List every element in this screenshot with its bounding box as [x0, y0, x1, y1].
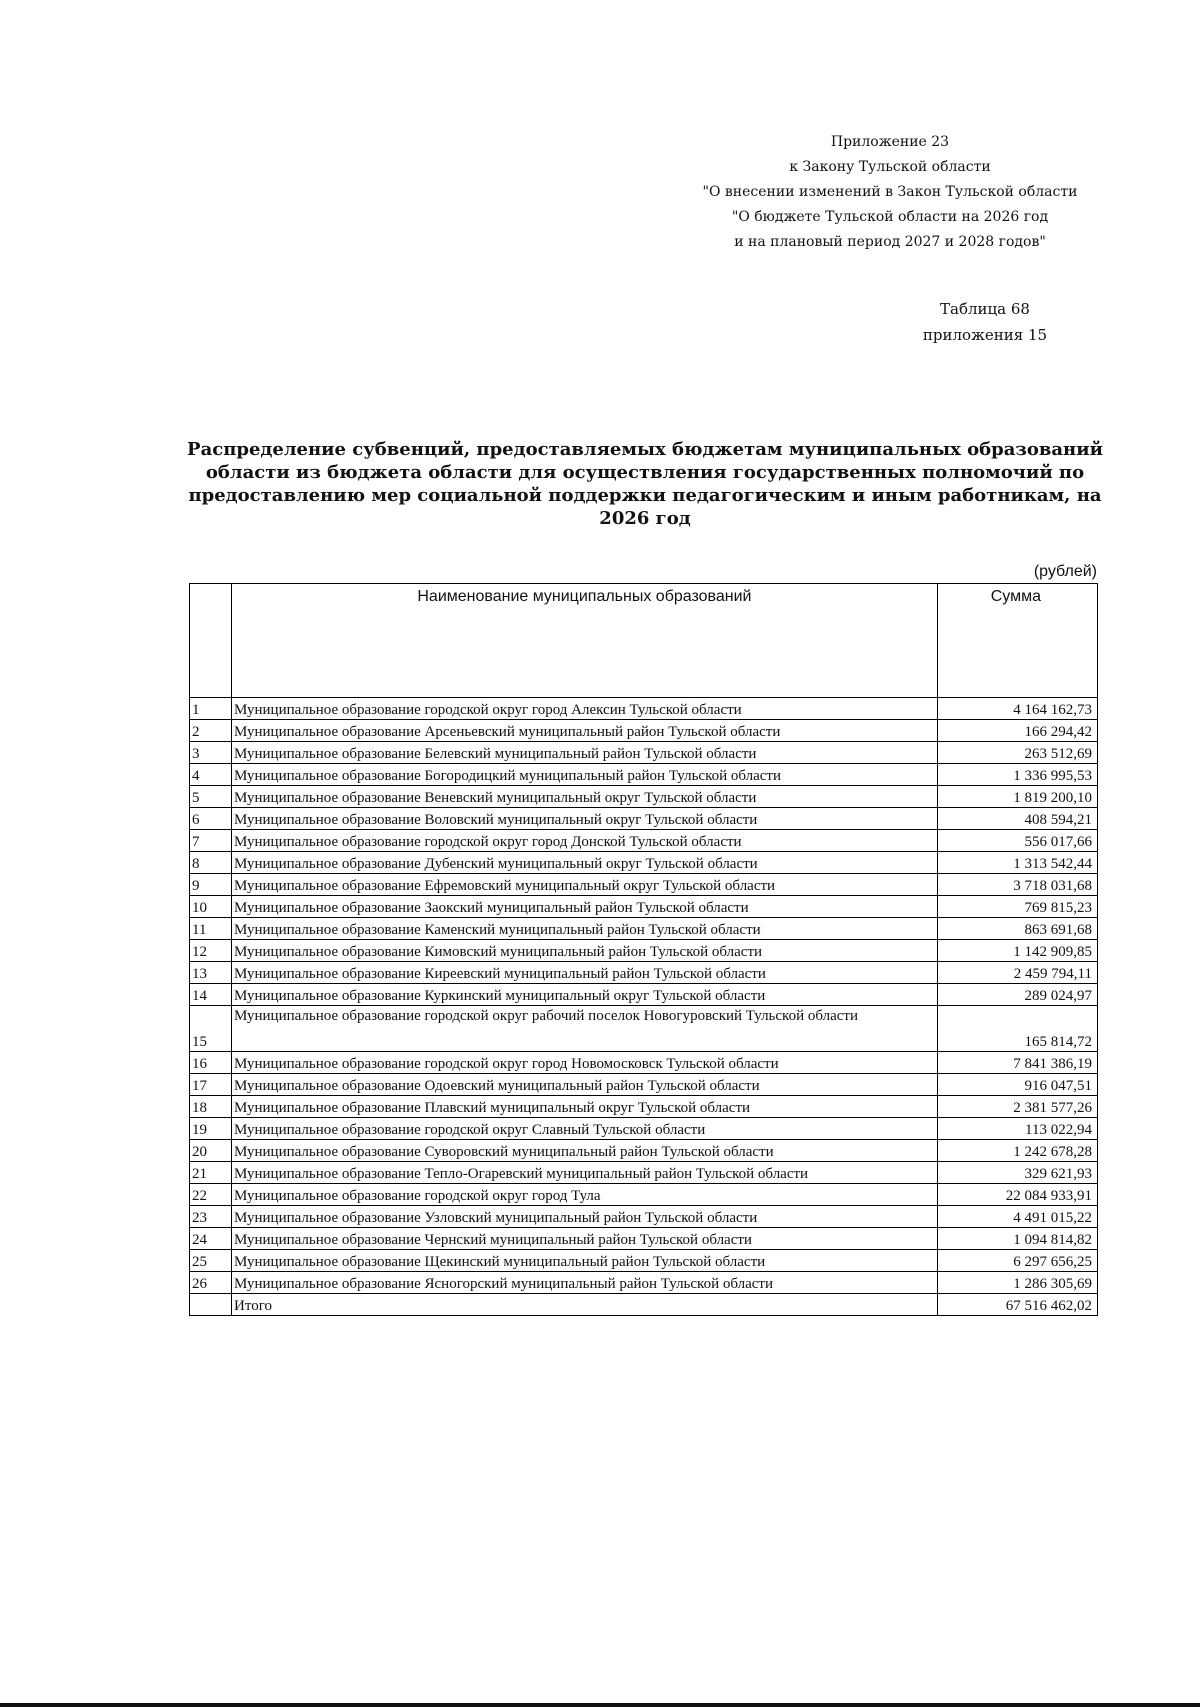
- table-row: [190, 1228, 1098, 1250]
- municipality-name: Муниципальное образование Куркинский муниципальный округ Тульской области: [232, 984, 938, 1006]
- appendix-line: к Закону Тульской области: [789, 159, 991, 175]
- row-number: 21: [190, 1162, 232, 1184]
- table-row: [190, 1250, 1098, 1272]
- amount: 1 286 305,69: [937, 1272, 1097, 1294]
- table-row: [190, 874, 1098, 896]
- amount: 863 691,68: [937, 918, 1097, 940]
- amount: 113 022,94: [937, 1118, 1097, 1140]
- municipality-name: Муниципальное образование Узловский муниципальный район Тульской области: [232, 1206, 938, 1228]
- row-number: [190, 1294, 232, 1316]
- municipality-name: Муниципальное образование Ефремовский муниципальный округ Тульской области: [232, 874, 938, 896]
- municipality-name: Муниципальное образование Кимовский муниципальный район Тульской области: [232, 940, 938, 962]
- total-row: [190, 1294, 1098, 1316]
- municipality-name: Муниципальное образование Ясногорский муниципальный район Тульской области: [232, 1272, 938, 1294]
- table-row: [190, 1184, 1098, 1206]
- amount: 2 459 794,11: [937, 962, 1097, 984]
- row-number: 5: [190, 786, 232, 808]
- table-row: [190, 940, 1098, 962]
- table-row: [190, 1140, 1098, 1162]
- row-number: 3: [190, 742, 232, 764]
- appendix-line: "О бюджете Тульской области на 2026 год: [731, 209, 1049, 225]
- subsidy-table: [189, 583, 1098, 1316]
- amount: 4 491 015,22: [937, 1206, 1097, 1228]
- amount: 2 381 577,26: [937, 1096, 1097, 1118]
- municipality-name: Муниципальное образование городской округ город Донской Тульской области: [232, 830, 938, 852]
- unit-label: (рублей): [1033, 563, 1097, 580]
- amount: 263 512,69: [937, 742, 1097, 764]
- amount: 3 718 031,68: [937, 874, 1097, 896]
- row-number: 19: [190, 1118, 232, 1140]
- municipality-name: Муниципальное образование Киреевский муниципальный район Тульской области: [232, 962, 938, 984]
- amount: 1 142 909,85: [937, 940, 1097, 962]
- amount: 7 841 386,19: [937, 1052, 1097, 1074]
- municipality-name: Муниципальное образование Воловский муниципальный округ Тульской области: [232, 808, 938, 830]
- table-row: [190, 918, 1098, 940]
- amount: 166 294,42: [937, 720, 1097, 742]
- appendix-line: и на плановый период 2027 и 2028 годов": [734, 234, 1046, 250]
- municipality-name: Муниципальное образование Богородицкий муниципальный район Тульской области: [232, 764, 938, 786]
- municipality-name: Муниципальное образование Тепло-Огаревский муниципальный район Тульской области: [232, 1162, 938, 1184]
- column-header-name: Наименование муниципальных образований: [232, 584, 938, 698]
- municipality-name: Муниципальное образование Дубенский муниципальный округ Тульской области: [232, 852, 938, 874]
- amount: 67 516 462,02: [937, 1294, 1097, 1316]
- column-header-number: [190, 584, 232, 698]
- row-number: 24: [190, 1228, 232, 1250]
- municipality-name: Муниципальное образование Плавский муниципальный округ Тульской области: [232, 1096, 938, 1118]
- municipality-name: Муниципальное образование Арсеньевский муниципальный район Тульской области: [232, 720, 938, 742]
- row-number: 2: [190, 720, 232, 742]
- column-header-sum: Сумма: [937, 584, 1097, 698]
- municipality-name: Муниципальное образование Чернский муниципальный район Тульской области: [232, 1228, 938, 1250]
- table-row: [190, 1206, 1098, 1228]
- table-row: [190, 1096, 1098, 1118]
- table-row: [190, 1074, 1098, 1096]
- municipality-name: Муниципальное образование городской округ рабочий поселок Новогуровский Тульской области: [232, 1006, 938, 1052]
- table-row: [190, 852, 1098, 874]
- table-header-row: [190, 584, 1098, 698]
- municipality-name: Муниципальное образование Веневский муниципальный округ Тульской области: [232, 786, 938, 808]
- table-row: [190, 1162, 1098, 1184]
- appendix-line: "О внесении изменений в Закон Тульской области: [702, 184, 1078, 200]
- municipality-name: Итого: [232, 1294, 938, 1316]
- municipality-name: Муниципальное образование Заокский муниципальный район Тульской области: [232, 896, 938, 918]
- row-number: 10: [190, 896, 232, 918]
- amount: 329 621,93: [937, 1162, 1097, 1184]
- municipality-name: Муниципальное образование Одоевский муниципальный район Тульской области: [232, 1074, 938, 1096]
- table-row: [190, 896, 1098, 918]
- document-title: Распределение субвенций, предоставляемых бюджетам муниципальных образований области из бюджета области для осуществления государственных полномочий по предоставлению мер социальной поддержки педагогическим и иным работникам, на 2026 год: [187, 439, 1103, 529]
- row-number: 9: [190, 874, 232, 896]
- table-row: [190, 962, 1098, 984]
- row-number: 18: [190, 1096, 232, 1118]
- amount: 1 313 542,44: [937, 852, 1097, 874]
- appendix-line: Приложение 23: [830, 134, 950, 150]
- amount: 1 242 678,28: [937, 1140, 1097, 1162]
- table-row: [190, 764, 1098, 786]
- row-number: 16: [190, 1052, 232, 1074]
- row-number: 4: [190, 764, 232, 786]
- row-number: 6: [190, 808, 232, 830]
- municipality-name: Муниципальное образование Щекинский муниципальный район Тульской области: [232, 1250, 938, 1272]
- row-number: 14: [190, 984, 232, 1006]
- table-row: [190, 830, 1098, 852]
- table-row: [190, 786, 1098, 808]
- table-ref-line: Таблица 68: [940, 300, 1030, 318]
- amount: 408 594,21: [937, 808, 1097, 830]
- municipality-name: Муниципальное образование городской округ город Алексин Тульской области: [232, 698, 938, 720]
- table-reference: [900, 296, 1070, 348]
- table-row: [190, 1118, 1098, 1140]
- table-ref-line: приложения 15: [922, 326, 1048, 344]
- row-number: 15: [190, 1006, 232, 1052]
- row-number: 1: [190, 698, 232, 720]
- amount: 916 047,51: [937, 1074, 1097, 1096]
- municipality-name: Муниципальное образование городской округ Славный Тульской области: [232, 1118, 938, 1140]
- municipality-name: Муниципальное образование Суворовский муниципальный район Тульской области: [232, 1140, 938, 1162]
- row-number: 26: [190, 1272, 232, 1294]
- row-number: 13: [190, 962, 232, 984]
- table-row: [190, 720, 1098, 742]
- municipality-name: Муниципальное образование Каменский муниципальный район Тульской области: [232, 918, 938, 940]
- table-row: [190, 742, 1098, 764]
- amount: 1 094 814,82: [937, 1228, 1097, 1250]
- appendix-reference: [700, 130, 1080, 255]
- amount: 165 814,72: [937, 1006, 1097, 1052]
- table-row: [190, 1006, 1098, 1052]
- amount: 556 017,66: [937, 830, 1097, 852]
- amount: 1 336 995,53: [937, 764, 1097, 786]
- table-row: [190, 808, 1098, 830]
- municipality-name: Муниципальное образование Белевский муниципальный район Тульской области: [232, 742, 938, 764]
- row-number: 20: [190, 1140, 232, 1162]
- row-number: 23: [190, 1206, 232, 1228]
- amount: 4 164 162,73: [937, 698, 1097, 720]
- scan-edge-line: [0, 1703, 1200, 1707]
- row-number: 12: [190, 940, 232, 962]
- table-row: [190, 1052, 1098, 1074]
- row-number: 7: [190, 830, 232, 852]
- amount: 289 024,97: [937, 984, 1097, 1006]
- table-row: [190, 698, 1098, 720]
- row-number: 25: [190, 1250, 232, 1272]
- row-number: 8: [190, 852, 232, 874]
- municipality-name: Муниципальное образование городской округ город Новомосковск Тульской области: [232, 1052, 938, 1074]
- row-number: 17: [190, 1074, 232, 1096]
- amount: 22 084 933,91: [937, 1184, 1097, 1206]
- row-number: 11: [190, 918, 232, 940]
- municipality-name: Муниципальное образование городской округ город Тула: [232, 1184, 938, 1206]
- amount: 1 819 200,10: [937, 786, 1097, 808]
- amount: 6 297 656,25: [937, 1250, 1097, 1272]
- table-body: [190, 698, 1098, 1316]
- table-row: [190, 1272, 1098, 1294]
- row-number: 22: [190, 1184, 232, 1206]
- table-row: [190, 984, 1098, 1006]
- amount: 769 815,23: [937, 896, 1097, 918]
